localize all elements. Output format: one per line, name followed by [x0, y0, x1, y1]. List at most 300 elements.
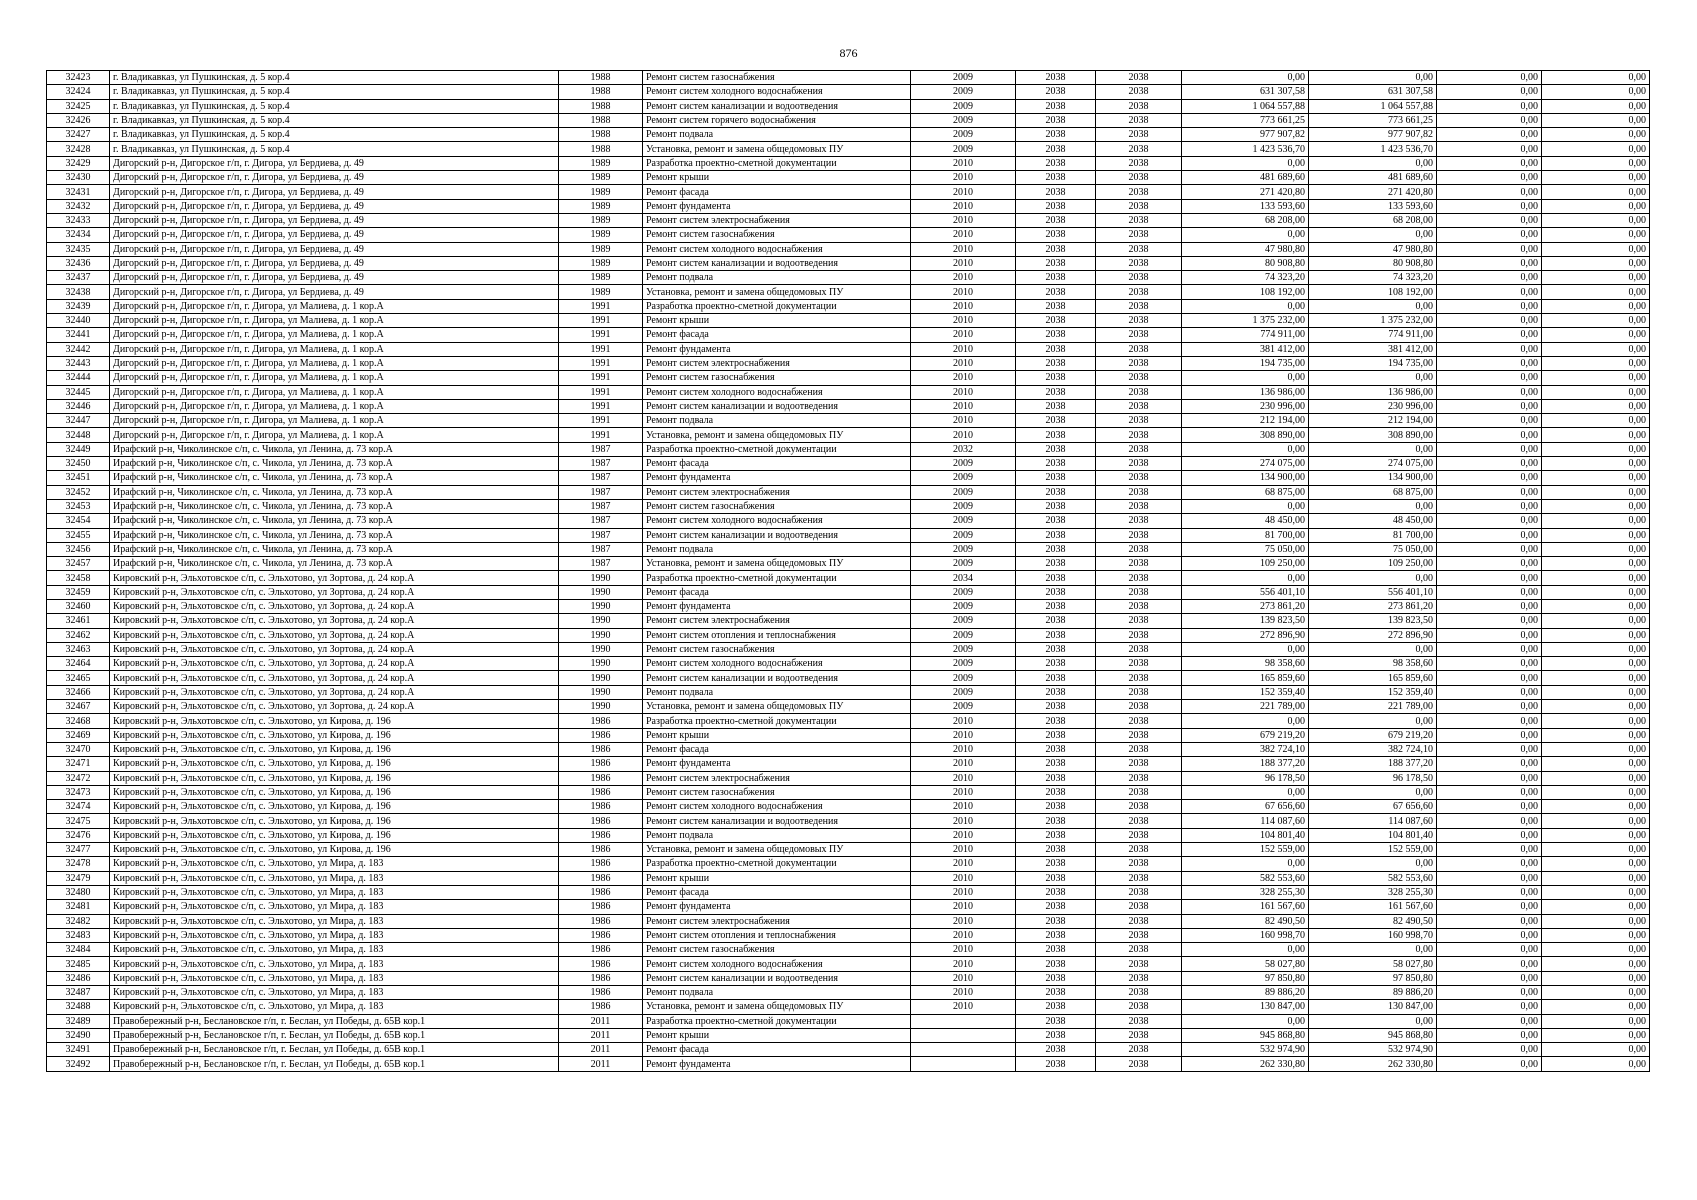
plan-year-cell: 2038 [1096, 228, 1182, 242]
fund-cost-cell: 152 359,40 [1309, 685, 1437, 699]
row-number-cell: 32439 [47, 299, 110, 313]
planned-year-cell: 2038 [1016, 1014, 1096, 1028]
other-cost-1-cell: 0,00 [1437, 871, 1542, 885]
last-repair-year-cell: 2010 [911, 943, 1016, 957]
planned-year-cell: 2038 [1016, 557, 1096, 571]
build-year-cell: 1987 [559, 557, 643, 571]
table-row [47, 685, 1650, 699]
row-number-cell: 32457 [47, 557, 110, 571]
capital-repair-table [46, 70, 1650, 1072]
other-cost-2-cell: 0,00 [1542, 728, 1650, 742]
plan-year-cell: 2038 [1096, 514, 1182, 528]
last-repair-year-cell: 2010 [911, 986, 1016, 1000]
other-cost-2-cell: 0,00 [1542, 85, 1650, 99]
total-cost-cell: 0,00 [1182, 228, 1309, 242]
build-year-cell: 1986 [559, 843, 643, 857]
total-cost-cell: 0,00 [1182, 371, 1309, 385]
address-cell: Дигорский р-н, Дигорское г/п, г. Дигора, ул Малиева, д. 1 кор.А [110, 399, 559, 413]
other-cost-2-cell: 0,00 [1542, 685, 1650, 699]
other-cost-1-cell: 0,00 [1437, 528, 1542, 542]
total-cost-cell: 48 450,00 [1182, 514, 1309, 528]
build-year-cell: 1988 [559, 99, 643, 113]
address-cell: Дигорский р-н, Дигорское г/п, г. Дигора, ул Малиева, д. 1 кор.А [110, 342, 559, 356]
build-year-cell: 1990 [559, 599, 643, 613]
last-repair-year-cell: 2010 [911, 199, 1016, 213]
table-row [47, 299, 1650, 313]
planned-year-cell: 2038 [1016, 256, 1096, 270]
other-cost-2-cell: 0,00 [1542, 471, 1650, 485]
total-cost-cell: 160 998,70 [1182, 928, 1309, 942]
table-row [47, 1028, 1650, 1042]
other-cost-1-cell: 0,00 [1437, 785, 1542, 799]
last-repair-year-cell: 2009 [911, 113, 1016, 127]
address-cell: Ирафский р-н, Чиколинское с/п, с. Чикола, ул Ленина, д. 73 кор.А [110, 471, 559, 485]
planned-year-cell: 2038 [1016, 571, 1096, 585]
last-repair-year-cell: 2010 [911, 414, 1016, 428]
build-year-cell: 1990 [559, 614, 643, 628]
fund-cost-cell: 98 358,60 [1309, 657, 1437, 671]
other-cost-1-cell: 0,00 [1437, 771, 1542, 785]
address-cell: Кировский р-н, Эльхотовское с/п, с. Эльхотово, ул Мира, д. 183 [110, 885, 559, 899]
work-type-cell: Ремонт систем канализации и водоотведения [643, 256, 911, 270]
other-cost-1-cell: 0,00 [1437, 171, 1542, 185]
work-type-cell: Ремонт систем холодного водоснабжения [643, 385, 911, 399]
total-cost-cell: 97 850,80 [1182, 971, 1309, 985]
other-cost-1-cell: 0,00 [1437, 1000, 1542, 1014]
fund-cost-cell: 221 789,00 [1309, 700, 1437, 714]
planned-year-cell: 2038 [1016, 471, 1096, 485]
address-cell: Кировский р-н, Эльхотовское с/п, с. Эльхотово, ул Кирова, д. 196 [110, 742, 559, 756]
other-cost-2-cell: 0,00 [1542, 857, 1650, 871]
total-cost-cell: 977 907,82 [1182, 128, 1309, 142]
other-cost-1-cell: 0,00 [1437, 900, 1542, 914]
planned-year-cell: 2038 [1016, 514, 1096, 528]
last-repair-year-cell: 2009 [911, 642, 1016, 656]
work-type-cell: Установка, ремонт и замена общедомовых ПУ [643, 142, 911, 156]
work-type-cell: Ремонт фундамента [643, 471, 911, 485]
other-cost-2-cell: 0,00 [1542, 700, 1650, 714]
total-cost-cell: 582 553,60 [1182, 871, 1309, 885]
build-year-cell: 1991 [559, 328, 643, 342]
other-cost-1-cell: 0,00 [1437, 885, 1542, 899]
planned-year-cell: 2038 [1016, 185, 1096, 199]
fund-cost-cell: 271 420,80 [1309, 185, 1437, 199]
address-cell: Кировский р-н, Эльхотовское с/п, с. Эльхотово, ул Кирова, д. 196 [110, 728, 559, 742]
work-type-cell: Ремонт систем канализации и водоотведения [643, 99, 911, 113]
last-repair-year-cell: 2009 [911, 671, 1016, 685]
plan-year-cell: 2038 [1096, 171, 1182, 185]
last-repair-year-cell: 2010 [911, 728, 1016, 742]
table-row [47, 671, 1650, 685]
fund-cost-cell: 68 208,00 [1309, 213, 1437, 227]
work-type-cell: Разработка проектно-сметной документации [643, 156, 911, 170]
row-number-cell: 32473 [47, 785, 110, 799]
table-row [47, 700, 1650, 714]
address-cell: Дигорский р-н, Дигорское г/п, г. Дигора, ул Бердиева, д. 49 [110, 156, 559, 170]
address-cell: Дигорский р-н, Дигорское г/п, г. Дигора, ул Малиева, д. 1 кор.А [110, 314, 559, 328]
address-cell: Дигорский р-н, Дигорское г/п, г. Дигора, ул Бердиева, д. 49 [110, 228, 559, 242]
fund-cost-cell: 81 700,00 [1309, 528, 1437, 542]
address-cell: Кировский р-н, Эльхотовское с/п, с. Эльхотово, ул Кирова, д. 196 [110, 800, 559, 814]
row-number-cell: 32479 [47, 871, 110, 885]
work-type-cell: Ремонт систем холодного водоснабжения [643, 957, 911, 971]
fund-cost-cell: 161 567,60 [1309, 900, 1437, 914]
row-number-cell: 32462 [47, 628, 110, 642]
planned-year-cell: 2038 [1016, 642, 1096, 656]
fund-cost-cell: 262 330,80 [1309, 1057, 1437, 1071]
address-cell: Кировский р-н, Эльхотовское с/п, с. Эльхотово, ул Мира, д. 183 [110, 971, 559, 985]
build-year-cell: 1986 [559, 828, 643, 842]
fund-cost-cell: 230 996,00 [1309, 399, 1437, 413]
other-cost-1-cell: 0,00 [1437, 299, 1542, 313]
last-repair-year-cell: 2032 [911, 442, 1016, 456]
plan-year-cell: 2038 [1096, 671, 1182, 685]
work-type-cell: Ремонт фундамента [643, 199, 911, 213]
plan-year-cell: 2038 [1096, 199, 1182, 213]
row-number-cell: 32444 [47, 371, 110, 385]
table-row [47, 614, 1650, 628]
last-repair-year-cell: 2010 [911, 213, 1016, 227]
fund-cost-cell: 679 219,20 [1309, 728, 1437, 742]
planned-year-cell: 2038 [1016, 271, 1096, 285]
row-number-cell: 32491 [47, 1043, 110, 1057]
work-type-cell: Ремонт фасада [643, 185, 911, 199]
plan-year-cell: 2038 [1096, 471, 1182, 485]
plan-year-cell: 2038 [1096, 71, 1182, 85]
build-year-cell: 1988 [559, 85, 643, 99]
total-cost-cell: 0,00 [1182, 857, 1309, 871]
planned-year-cell: 2038 [1016, 485, 1096, 499]
planned-year-cell: 2038 [1016, 99, 1096, 113]
fund-cost-cell: 0,00 [1309, 1014, 1437, 1028]
last-repair-year-cell: 2010 [911, 299, 1016, 313]
fund-cost-cell: 481 689,60 [1309, 171, 1437, 185]
other-cost-2-cell: 0,00 [1542, 1057, 1650, 1071]
table-row [47, 428, 1650, 442]
planned-year-cell: 2038 [1016, 685, 1096, 699]
plan-year-cell: 2038 [1096, 828, 1182, 842]
plan-year-cell: 2038 [1096, 1043, 1182, 1057]
address-cell: Кировский р-н, Эльхотовское с/п, с. Эльхотово, ул Кирова, д. 196 [110, 757, 559, 771]
build-year-cell: 1986 [559, 714, 643, 728]
table-row [47, 857, 1650, 871]
work-type-cell: Ремонт систем канализации и водоотведения [643, 814, 911, 828]
fund-cost-cell: 67 656,60 [1309, 800, 1437, 814]
plan-year-cell: 2038 [1096, 328, 1182, 342]
build-year-cell: 1987 [559, 499, 643, 513]
other-cost-1-cell: 0,00 [1437, 585, 1542, 599]
build-year-cell: 1989 [559, 213, 643, 227]
planned-year-cell: 2038 [1016, 228, 1096, 242]
fund-cost-cell: 0,00 [1309, 714, 1437, 728]
total-cost-cell: 0,00 [1182, 299, 1309, 313]
work-type-cell: Ремонт фасада [643, 585, 911, 599]
work-type-cell: Ремонт подвала [643, 685, 911, 699]
build-year-cell: 1986 [559, 914, 643, 928]
total-cost-cell: 68 208,00 [1182, 213, 1309, 227]
last-repair-year-cell: 2010 [911, 828, 1016, 842]
plan-year-cell: 2038 [1096, 499, 1182, 513]
address-cell: Дигорский р-н, Дигорское г/п, г. Дигора, ул Бердиева, д. 49 [110, 213, 559, 227]
work-type-cell: Ремонт подвала [643, 542, 911, 556]
other-cost-1-cell: 0,00 [1437, 757, 1542, 771]
table-row [47, 1057, 1650, 1071]
row-number-cell: 32426 [47, 113, 110, 127]
table-row [47, 171, 1650, 185]
build-year-cell: 1990 [559, 642, 643, 656]
work-type-cell: Разработка проектно-сметной документации [643, 299, 911, 313]
address-cell: г. Владикавказ, ул Пушкинская, д. 5 кор.4 [110, 113, 559, 127]
total-cost-cell: 945 868,80 [1182, 1028, 1309, 1042]
planned-year-cell: 2038 [1016, 671, 1096, 685]
last-repair-year-cell: 2009 [911, 514, 1016, 528]
table-row [47, 414, 1650, 428]
total-cost-cell: 96 178,50 [1182, 771, 1309, 785]
total-cost-cell: 381 412,00 [1182, 342, 1309, 356]
planned-year-cell: 2038 [1016, 499, 1096, 513]
work-type-cell: Ремонт систем канализации и водоотведения [643, 528, 911, 542]
fund-cost-cell: 382 724,10 [1309, 742, 1437, 756]
work-type-cell: Ремонт систем электроснабжения [643, 914, 911, 928]
build-year-cell: 1989 [559, 271, 643, 285]
last-repair-year-cell: 2010 [911, 356, 1016, 370]
planned-year-cell: 2038 [1016, 199, 1096, 213]
fund-cost-cell: 582 553,60 [1309, 871, 1437, 885]
address-cell: Правобережный р-н, Беслановское г/п, г. Беслан, ул Победы, д. 65В кор.1 [110, 1057, 559, 1071]
work-type-cell: Разработка проектно-сметной документации [643, 571, 911, 585]
total-cost-cell: 0,00 [1182, 71, 1309, 85]
address-cell: Кировский р-н, Эльхотовское с/п, с. Эльхотово, ул Кирова, д. 196 [110, 714, 559, 728]
plan-year-cell: 2038 [1096, 928, 1182, 942]
last-repair-year-cell: 2009 [911, 471, 1016, 485]
total-cost-cell: 679 219,20 [1182, 728, 1309, 742]
plan-year-cell: 2038 [1096, 814, 1182, 828]
table-row [47, 843, 1650, 857]
fund-cost-cell: 773 661,25 [1309, 113, 1437, 127]
total-cost-cell: 556 401,10 [1182, 585, 1309, 599]
address-cell: Дигорский р-н, Дигорское г/п, г. Дигора, ул Бердиева, д. 49 [110, 242, 559, 256]
build-year-cell: 1989 [559, 171, 643, 185]
last-repair-year-cell: 2010 [911, 371, 1016, 385]
work-type-cell: Разработка проектно-сметной документации [643, 442, 911, 456]
row-number-cell: 32492 [47, 1057, 110, 1071]
address-cell: Кировский р-н, Эльхотовское с/п, с. Эльхотово, ул Зортова, д. 24 кор.А [110, 671, 559, 685]
address-cell: Дигорский р-н, Дигорское г/п, г. Дигора, ул Малиева, д. 1 кор.А [110, 414, 559, 428]
planned-year-cell: 2038 [1016, 728, 1096, 742]
table-row [47, 457, 1650, 471]
fund-cost-cell: 212 194,00 [1309, 414, 1437, 428]
other-cost-1-cell: 0,00 [1437, 857, 1542, 871]
row-number-cell: 32465 [47, 671, 110, 685]
work-type-cell: Ремонт подвала [643, 414, 911, 428]
other-cost-1-cell: 0,00 [1437, 99, 1542, 113]
address-cell: Дигорский р-н, Дигорское г/п, г. Дигора, ул Бердиева, д. 49 [110, 285, 559, 299]
table-row [47, 185, 1650, 199]
planned-year-cell: 2038 [1016, 599, 1096, 613]
other-cost-1-cell: 0,00 [1437, 642, 1542, 656]
other-cost-1-cell: 0,00 [1437, 557, 1542, 571]
row-number-cell: 32434 [47, 228, 110, 242]
build-year-cell: 1986 [559, 943, 643, 957]
plan-year-cell: 2038 [1096, 900, 1182, 914]
planned-year-cell: 2038 [1016, 299, 1096, 313]
work-type-cell: Ремонт фундамента [643, 900, 911, 914]
other-cost-2-cell: 0,00 [1542, 771, 1650, 785]
address-cell: Кировский р-н, Эльхотовское с/п, с. Эльхотово, ул Зортова, д. 24 кор.А [110, 614, 559, 628]
other-cost-2-cell: 0,00 [1542, 986, 1650, 1000]
planned-year-cell: 2038 [1016, 914, 1096, 928]
address-cell: Кировский р-н, Эльхотовское с/п, с. Эльхотово, ул Зортова, д. 24 кор.А [110, 657, 559, 671]
table-row [47, 328, 1650, 342]
build-year-cell: 2011 [559, 1043, 643, 1057]
fund-cost-cell: 0,00 [1309, 228, 1437, 242]
address-cell: Кировский р-н, Эльхотовское с/п, с. Эльхотово, ул Мира, д. 183 [110, 928, 559, 942]
address-cell: Дигорский р-н, Дигорское г/п, г. Дигора, ул Малиева, д. 1 кор.А [110, 428, 559, 442]
plan-year-cell: 2038 [1096, 785, 1182, 799]
other-cost-2-cell: 0,00 [1542, 1014, 1650, 1028]
plan-year-cell: 2038 [1096, 285, 1182, 299]
other-cost-1-cell: 0,00 [1437, 442, 1542, 456]
build-year-cell: 1986 [559, 900, 643, 914]
other-cost-2-cell: 0,00 [1542, 514, 1650, 528]
other-cost-2-cell: 0,00 [1542, 914, 1650, 928]
work-type-cell: Ремонт крыши [643, 314, 911, 328]
table-row [47, 385, 1650, 399]
plan-year-cell: 2038 [1096, 628, 1182, 642]
total-cost-cell: 774 911,00 [1182, 328, 1309, 342]
table-row [47, 771, 1650, 785]
table-row [47, 256, 1650, 270]
fund-cost-cell: 96 178,50 [1309, 771, 1437, 785]
address-cell: Кировский р-н, Эльхотовское с/п, с. Эльхотово, ул Кирова, д. 196 [110, 814, 559, 828]
other-cost-2-cell: 0,00 [1542, 128, 1650, 142]
fund-cost-cell: 0,00 [1309, 299, 1437, 313]
build-year-cell: 1991 [559, 414, 643, 428]
other-cost-1-cell: 0,00 [1437, 371, 1542, 385]
fund-cost-cell: 0,00 [1309, 785, 1437, 799]
other-cost-1-cell: 0,00 [1437, 113, 1542, 127]
other-cost-1-cell: 0,00 [1437, 671, 1542, 685]
address-cell: Ирафский р-н, Чиколинское с/п, с. Чикола, ул Ленина, д. 73 кор.А [110, 514, 559, 528]
planned-year-cell: 2038 [1016, 428, 1096, 442]
planned-year-cell: 2038 [1016, 714, 1096, 728]
total-cost-cell: 382 724,10 [1182, 742, 1309, 756]
row-number-cell: 32428 [47, 142, 110, 156]
last-repair-year-cell: 2010 [911, 228, 1016, 242]
total-cost-cell: 89 886,20 [1182, 986, 1309, 1000]
other-cost-2-cell: 0,00 [1542, 542, 1650, 556]
last-repair-year-cell: 2009 [911, 457, 1016, 471]
row-number-cell: 32466 [47, 685, 110, 699]
fund-cost-cell: 80 908,80 [1309, 256, 1437, 270]
planned-year-cell: 2038 [1016, 614, 1096, 628]
total-cost-cell: 212 194,00 [1182, 414, 1309, 428]
build-year-cell: 1991 [559, 428, 643, 442]
fund-cost-cell: 774 911,00 [1309, 328, 1437, 342]
planned-year-cell: 2038 [1016, 800, 1096, 814]
address-cell: Кировский р-н, Эльхотовское с/п, с. Эльхотово, ул Зортова, д. 24 кор.А [110, 700, 559, 714]
plan-year-cell: 2038 [1096, 971, 1182, 985]
row-number-cell: 32447 [47, 414, 110, 428]
last-repair-year-cell: 2010 [911, 328, 1016, 342]
build-year-cell: 1988 [559, 128, 643, 142]
plan-year-cell: 2038 [1096, 185, 1182, 199]
table-row [47, 314, 1650, 328]
address-cell: Дигорский р-н, Дигорское г/п, г. Дигора, ул Бердиева, д. 49 [110, 271, 559, 285]
address-cell: Кировский р-н, Эльхотовское с/п, с. Эльхотово, ул Кирова, д. 196 [110, 828, 559, 842]
build-year-cell: 1991 [559, 356, 643, 370]
other-cost-2-cell: 0,00 [1542, 271, 1650, 285]
other-cost-2-cell: 0,00 [1542, 1000, 1650, 1014]
table-row [47, 757, 1650, 771]
planned-year-cell: 2038 [1016, 414, 1096, 428]
other-cost-1-cell: 0,00 [1437, 414, 1542, 428]
other-cost-2-cell: 0,00 [1542, 371, 1650, 385]
build-year-cell: 2011 [559, 1028, 643, 1042]
fund-cost-cell: 133 593,60 [1309, 199, 1437, 213]
build-year-cell: 1991 [559, 299, 643, 313]
address-cell: Дигорский р-н, Дигорское г/п, г. Дигора, ул Малиева, д. 1 кор.А [110, 356, 559, 370]
plan-year-cell: 2038 [1096, 757, 1182, 771]
address-cell: г. Владикавказ, ул Пушкинская, д. 5 кор.4 [110, 85, 559, 99]
total-cost-cell: 0,00 [1182, 499, 1309, 513]
build-year-cell: 2011 [559, 1057, 643, 1071]
row-number-cell: 32446 [47, 399, 110, 413]
last-repair-year-cell: 2009 [911, 700, 1016, 714]
table-row [47, 342, 1650, 356]
last-repair-year-cell: 2010 [911, 1000, 1016, 1014]
other-cost-2-cell: 0,00 [1542, 314, 1650, 328]
fund-cost-cell: 945 868,80 [1309, 1028, 1437, 1042]
address-cell: Дигорский р-н, Дигорское г/п, г. Дигора, ул Малиева, д. 1 кор.А [110, 299, 559, 313]
other-cost-1-cell: 0,00 [1437, 457, 1542, 471]
other-cost-1-cell: 0,00 [1437, 356, 1542, 370]
row-number-cell: 32487 [47, 986, 110, 1000]
work-type-cell: Ремонт фасада [643, 742, 911, 756]
work-type-cell: Установка, ремонт и замена общедомовых ПУ [643, 1000, 911, 1014]
planned-year-cell: 2038 [1016, 1000, 1096, 1014]
last-repair-year-cell: 2009 [911, 685, 1016, 699]
planned-year-cell: 2038 [1016, 85, 1096, 99]
other-cost-1-cell: 0,00 [1437, 85, 1542, 99]
work-type-cell: Ремонт систем холодного водоснабжения [643, 514, 911, 528]
row-number-cell: 32471 [47, 757, 110, 771]
last-repair-year-cell: 2010 [911, 971, 1016, 985]
address-cell: Кировский р-н, Эльхотовское с/п, с. Эльхотово, ул Мира, д. 183 [110, 871, 559, 885]
work-type-cell: Разработка проектно-сметной документации [643, 1014, 911, 1028]
work-type-cell: Ремонт систем электроснабжения [643, 614, 911, 628]
row-number-cell: 32453 [47, 499, 110, 513]
other-cost-2-cell: 0,00 [1542, 142, 1650, 156]
table-row [47, 399, 1650, 413]
row-number-cell: 32464 [47, 657, 110, 671]
other-cost-2-cell: 0,00 [1542, 428, 1650, 442]
table-body [47, 71, 1650, 1072]
work-type-cell: Ремонт систем канализации и водоотведения [643, 399, 911, 413]
fund-cost-cell: 556 401,10 [1309, 585, 1437, 599]
build-year-cell: 1988 [559, 71, 643, 85]
fund-cost-cell: 97 850,80 [1309, 971, 1437, 985]
table-row [47, 156, 1650, 170]
table-row [47, 986, 1650, 1000]
build-year-cell: 1987 [559, 457, 643, 471]
last-repair-year-cell: 2010 [911, 171, 1016, 185]
other-cost-1-cell: 0,00 [1437, 471, 1542, 485]
row-number-cell: 32463 [47, 642, 110, 656]
plan-year-cell: 2038 [1096, 885, 1182, 899]
table-row [47, 271, 1650, 285]
address-cell: Кировский р-н, Эльхотовское с/п, с. Эльхотово, ул Кирова, д. 196 [110, 785, 559, 799]
